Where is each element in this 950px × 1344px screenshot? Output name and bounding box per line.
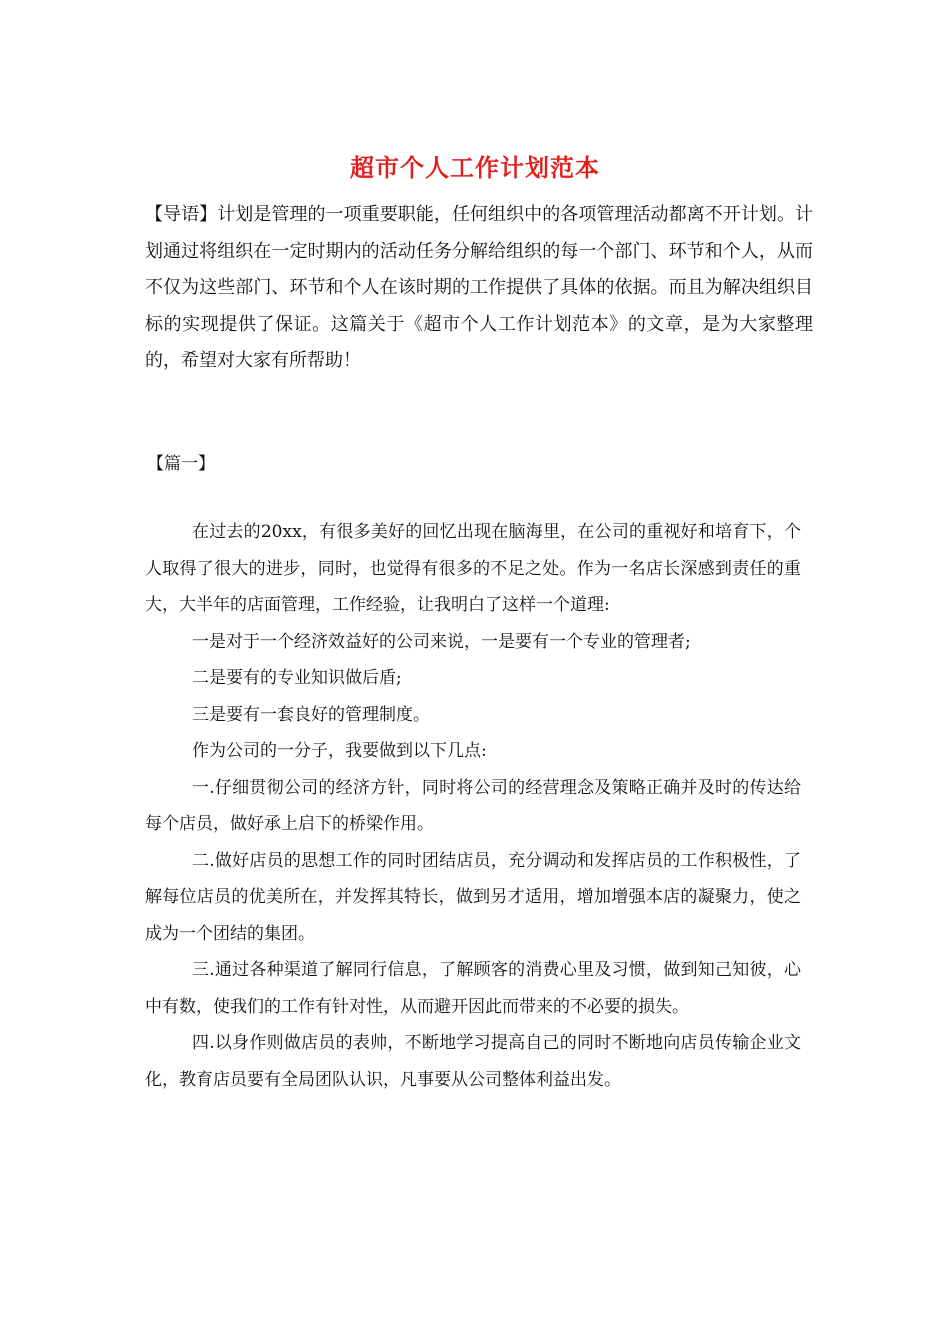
intro-paragraph: 【导语】计划是管理的一项重要职能，任何组织中的各项管理活动都离不开计划。计划通过将组织在一定时期内的活动任务分解给组织的每一个部门、环节和个人，从而不仅为这些部门、环节和个人在该时期的工作提供了具体的依据。而且为解决组织目标的实现提供了保证。这篇关于《超市个人工作计划范本》的文章，是为大家整理的，希望对大家有所帮助！ (145, 204, 813, 371)
paragraph-goal-1: 一.仔细贯彻公司的经济方针，同时将公司的经营理念及策略正确并及时的传达给每个店员，做好承上启下的桥梁作用。 (145, 777, 801, 834)
section-heading: 【篇一】 (147, 454, 215, 474)
paragraph-goal-3: 三.通过各种渠道了解同行信息，了解顾客的消费心里及习惯，做到知己知彼，心中有数，使我们的工作有针对性，从而避开因此而带来的不必要的损失。 (145, 960, 801, 1017)
paragraph-goal-2: 二.做好店员的思想工作的同时团结店员，充分调动和发挥店员的工作积极性，了解每位店员的优美所在，并发挥其特长，做到另才适用，增加增强本店的凝聚力，使之成为一个团结的集团。 (145, 850, 801, 944)
document-title: 超市个人工作计划范本 (350, 153, 600, 182)
paragraph-intro: 在过去的20xx，有很多美好的回忆出现在脑海里，在公司的重视好和培育下，个人取得了很大的进步，同时，也觉得有很多的不足之处。作为一名店长深感到责任的重大，大半年的店面管理，工作经验，让我明白了这样一个道理: (145, 522, 801, 615)
paragraph-point-2: 二是要有的专业知识做后盾; (192, 668, 402, 688)
paragraph-goals-intro: 作为公司的一分子，我要做到以下几点: (192, 741, 487, 761)
body-text (145, 514, 801, 1098)
paragraph-goal-4: 四.以身作则做店员的表帅，不断地学习提高自己的同时不断地向店员传输企业文化，教育店员要有全局团队认识，凡事要从公司整体利益出发。 (145, 1033, 801, 1090)
paragraph-point-1: 一是对于一个经济效益好的公司来说，一是要有一个专业的管理者; (192, 631, 691, 652)
paragraph-point-3: 三是要有一套良好的管理制度。 (192, 704, 430, 725)
